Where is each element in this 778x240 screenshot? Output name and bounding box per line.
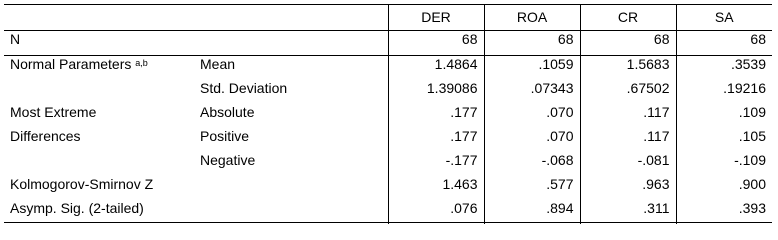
table-cell: .311	[580, 200, 676, 224]
row-sublabel	[194, 31, 388, 56]
table-cell: .1059	[484, 56, 580, 81]
table-cell: 1.4864	[388, 56, 484, 81]
table-cell: 1.463	[388, 176, 484, 200]
row-sublabel: Absolute	[200, 104, 255, 120]
column-header: SA	[676, 4, 772, 31]
column-header: CR	[580, 4, 676, 31]
table-cell: .577	[484, 176, 580, 200]
table-row	[4, 80, 772, 104]
table-cell: -.109	[676, 152, 772, 176]
row-label: N	[4, 31, 194, 56]
row-sublabel: Std. Deviation	[200, 80, 288, 96]
table-cell: .07343	[484, 80, 580, 104]
row-label: Kolmogorov-Smirnov Z	[10, 176, 154, 192]
table-cell: .177	[388, 128, 484, 152]
header-blank	[194, 4, 388, 31]
table-cell: 68	[580, 31, 676, 56]
row-label	[4, 56, 194, 81]
row-label	[4, 152, 194, 176]
table-cell: .894	[484, 200, 580, 224]
footnote-marker: a,b	[135, 58, 148, 68]
table-cell: .117	[580, 104, 676, 128]
row-label: Asymp. Sig. (2-tailed)	[10, 200, 144, 216]
table-cell: .070	[484, 104, 580, 128]
table-row	[4, 104, 772, 128]
row-sublabel: Mean	[200, 56, 236, 72]
table-cell: 1.39086	[388, 80, 484, 104]
row-sublabel	[194, 176, 388, 200]
table-cell: 68	[484, 31, 580, 56]
row-label: Most Extreme	[10, 104, 97, 120]
table-cell: -.177	[388, 152, 484, 176]
table-cell: 1.5683	[580, 56, 676, 81]
table-cell: .3539	[676, 56, 772, 81]
column-header: DER	[388, 4, 484, 31]
table-cell: .070	[484, 128, 580, 152]
row-label: Differences	[10, 128, 81, 144]
header-blank	[4, 4, 194, 31]
ks-test-table	[4, 4, 772, 224]
row-sublabel	[194, 200, 388, 224]
table-cell: .900	[676, 176, 772, 200]
table-row	[4, 128, 772, 152]
table-cell: .105	[676, 128, 772, 152]
table-cell: .177	[388, 104, 484, 128]
table-row	[4, 31, 772, 56]
row-label-text: Normal Parameters	[10, 56, 132, 72]
row-sublabel: Positive	[200, 128, 250, 144]
table-cell: -.081	[580, 152, 676, 176]
table-cell: .076	[388, 200, 484, 224]
table-cell: .67502	[580, 80, 676, 104]
table-cell: -.068	[484, 152, 580, 176]
table-cell: 68	[388, 31, 484, 56]
table-cell: 68	[676, 31, 772, 56]
table-cell: .963	[580, 176, 676, 200]
row-label	[4, 80, 194, 104]
header-row	[4, 4, 772, 31]
row-sublabel: Negative	[200, 152, 256, 168]
table-bottom-border	[4, 222, 772, 223]
table-row	[4, 200, 772, 224]
table-row	[4, 56, 772, 81]
table-cell: .117	[580, 128, 676, 152]
table-row	[4, 176, 772, 200]
table-row	[4, 152, 772, 176]
table-cell: .109	[676, 104, 772, 128]
table-cell: .19216	[676, 80, 772, 104]
column-header: ROA	[484, 4, 580, 31]
table-cell: .393	[676, 200, 772, 224]
